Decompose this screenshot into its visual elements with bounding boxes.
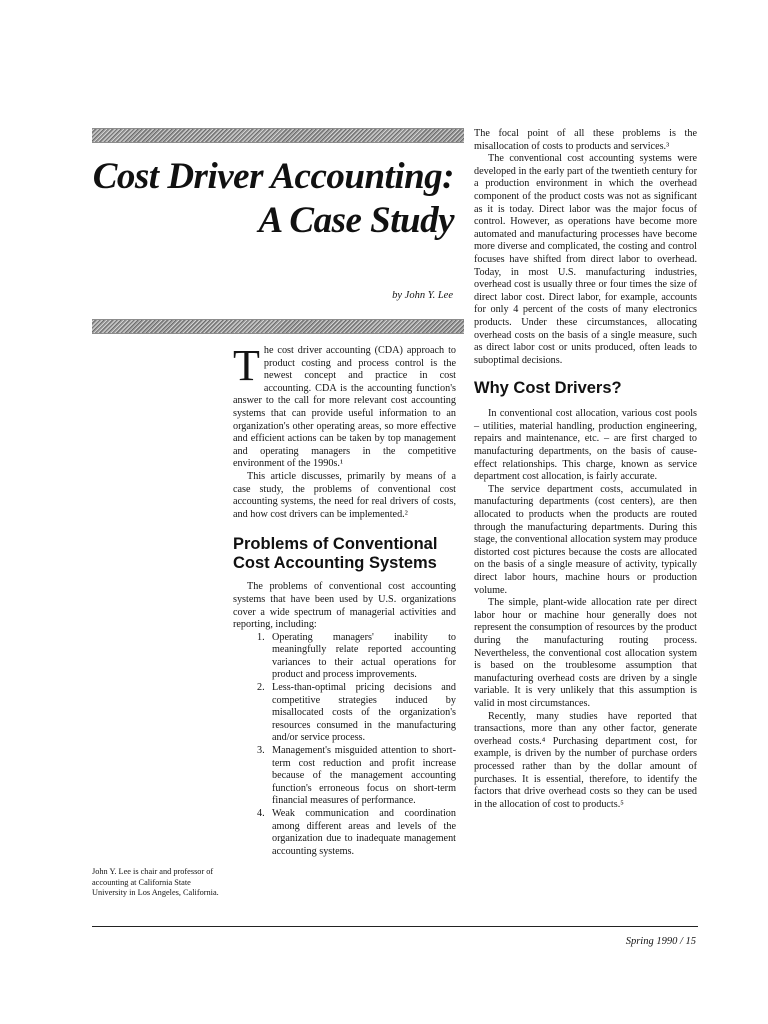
section-heading-problems: Problems of Conventional Cost Accounting Systems xyxy=(233,535,438,573)
list-item-number: 3. xyxy=(257,745,265,757)
intro-text: he cost driver accounting (CDA) approach to product costing and process control is the newest concept and practice in cost accounting. CDA is the accounting function's answer to the call for more relevant cost accounting systems that can provide useful information to an organization's other operating areas, so more effective and efficient actions can be taken by top management and operating managers in the competitive environment of the 1990s.¹ xyxy=(233,345,456,470)
byline: by John Y. Lee xyxy=(392,290,453,301)
footer-rule xyxy=(92,926,698,927)
article-title: Cost Driver Accounting: A Case Study xyxy=(92,156,454,241)
body-paragraph: The service department costs, accumulated in manufacturing departments (cost centers), are then allocated to products when the products are routed through the manufacturing departments. During this stage, the conventional allocation system may produce distorted cost pictures because the costs are allocated on the basis of a single measure of activity, typically direct labor hours, machine hours or production volume. xyxy=(474,483,697,596)
body-paragraph: The focal point of all these problems is the misallocation of costs to products and services.³ xyxy=(474,128,697,152)
list-item-text: Management's misguided attention to short-term cost reduction and profit increase because of the management accounting function's erroneous focus on short-term financial measures of performance. xyxy=(272,745,456,807)
list-item-text: Operating managers' inability to meaningfully relate reported accounting variances to their actual operations for product and process improvements. xyxy=(272,631,456,681)
list-item xyxy=(233,632,456,682)
problems-lead: The problems of conventional cost accounting systems that have been used by U.S. organizations cover a wide spectrum of managerial activities and reporting, including: xyxy=(233,581,456,631)
list-item-number: 2. xyxy=(257,682,265,694)
list-item xyxy=(233,745,456,808)
body-paragraph: The simple, plant-wide allocation rate per direct labor hour or machine hour generally does not represent the consumption of resources by the product during the manufacturing routing process. Nevertheless, the conventional cost allocation system is based on the troublesome assumption that manufacturing overhead costs are driven by a single variable. It is very unlikely that this assumption is valid in most circumstances. xyxy=(474,597,697,709)
body-paragraph: In conventional cost allocation, various cost pools – utilities, material handling, production engineering, repairs and maintenance, etc. – are first charged to manufacturing departments, on the basis of cause-effect relationships. This charge, known as service department cost allocation, is fairly accurate. xyxy=(474,408,697,483)
decorative-rule-top xyxy=(92,128,464,143)
middle-column xyxy=(233,341,456,858)
author-bio-note: John Y. Lee is chair and professor of accounting at California State University in Los Angeles, California. xyxy=(92,867,219,898)
problems-list xyxy=(233,632,456,859)
drop-cap: T xyxy=(233,341,260,390)
body-paragraph: Recently, many studies have reported that transactions, more than any other factor, generate overhead costs.⁴ Purchasing department cost, for example, is driven by the number of purchase orders processed rather than by the dollar amount of purchases. It is essential, therefore, to identify the factors that drive overhead costs so they can be used in the allocation of cost to products.⁵ xyxy=(474,710,697,810)
page-folio: Spring 1990 / 15 xyxy=(625,936,696,947)
body-paragraph: The conventional cost accounting systems were developed in the early part of the twentieth century for a production environment in which the overhead component of the product costs was not as significant as it is today. Direct labor was the major focus of control. However, as operations have become more automated and manufacturing processes have become more diverse and complicated, the costing and control focuses have shifted from direct labor to overhead. Today, in most U.S. manufacturing industries, overhead cost is usually three or four times the size of direct labor cost. Direct labor, for example, accounts for only 4 percent of the costs of many electronics products. Under these circumstances, allocating overhead costs on the basis of a single measure, such as direct labor cost or units produced, often leads to suboptimal decisions. xyxy=(474,153,697,366)
intro-paragraph-2: This article discusses, primarily by means of a case study, the problems of conventional cost accounting systems, the need for real drivers of costs, and how cost drivers can be implemented.² xyxy=(233,470,456,520)
list-item-number: 1. xyxy=(257,631,265,643)
list-item-number: 4. xyxy=(257,808,265,819)
list-item-text: Weak communication and coordination among different areas and levels of the organization due to inadequate management accounting systems. xyxy=(272,808,456,857)
intro-paragraph xyxy=(233,341,456,471)
list-item xyxy=(233,808,456,858)
section-heading-why-cost-drivers: Why Cost Drivers? xyxy=(474,379,622,398)
right-column xyxy=(474,128,697,811)
decorative-rule-middle xyxy=(92,319,464,334)
list-item-text: Less-than-optimal pricing decisions and competitive strategies induced by misallocated costs of the organization's resources consumed in the manufacturing and/or service process. xyxy=(272,682,456,744)
list-item xyxy=(233,682,456,745)
